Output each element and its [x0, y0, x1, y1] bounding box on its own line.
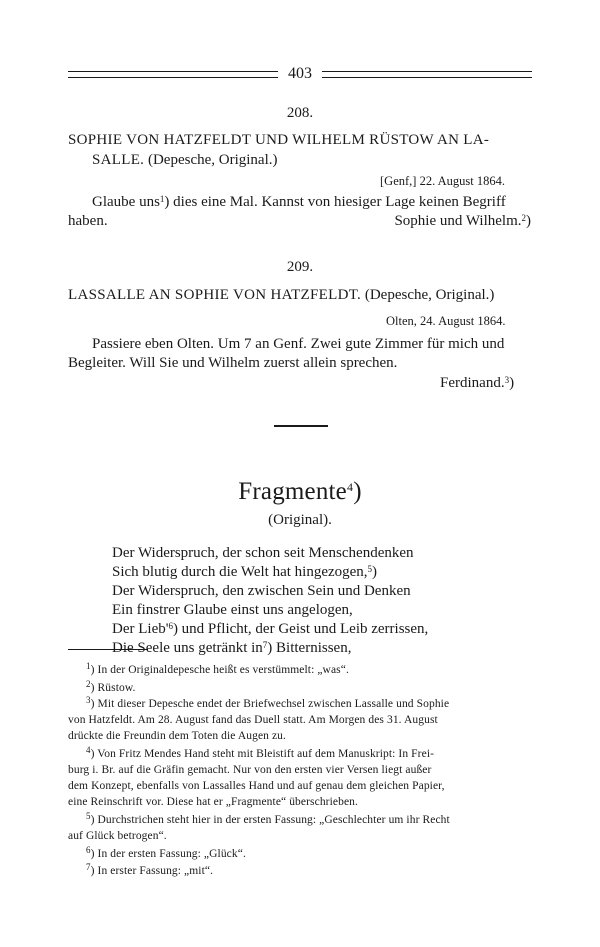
footnote-4-line2: burg i. Br. auf die Gräfin gemacht. Nur von den ersten vier Versen liegt außer	[68, 764, 432, 776]
letter-208-body-end: haben.	[68, 213, 108, 229]
footnote-5-text: ) Durchstrichen steht hier in der ersten Fassung: „Geschlechter um ihr Recht	[90, 814, 450, 826]
footnote-ref-7: 7	[262, 640, 268, 650]
letter-208-signature	[394, 212, 531, 231]
footnote-5-line2: auf Glück betrogen“.	[68, 830, 167, 842]
footnote-2-mark: 2	[86, 679, 91, 689]
footnote-7-mark: 7	[86, 862, 91, 872]
letter-208-body-text-a: Glaube uns	[92, 194, 160, 210]
footnote-3-line2: von Hatzfeldt. Am 28. August fand das Duell statt. Am Morgen des 31. August	[68, 714, 438, 726]
footnote-7-text: ) In erster Fassung: „mit“.	[90, 865, 214, 877]
letter-208-body-text-b: ) dies eine Mal. Kannst von hiesiger Lage keinen Begriff	[164, 194, 506, 210]
footnote-6-mark: 6	[86, 845, 91, 855]
fragmente-title-text: Fragmente	[238, 478, 347, 505]
footnote-ref-1: 1	[159, 194, 165, 204]
letter-209-body-line2: Begleiter. Will Sie und Wilhelm zuerst allein sprechen.	[68, 355, 398, 371]
fragmente-title-tail: )	[353, 478, 362, 505]
footnote-6-text: ) In der ersten Fassung: „Glück“.	[90, 848, 246, 860]
verse-line-2-text: Sich blutig durch die Welt hat hingezogen,	[112, 564, 368, 580]
header-rule-right	[322, 71, 532, 78]
verse-line-3	[112, 582, 411, 601]
fragmente-subtitle: (Original).	[268, 512, 332, 528]
letter-208-dateline: [Genf,] 22. August 1864.	[380, 174, 505, 188]
footnote-4-mark: 4	[86, 745, 91, 755]
footnote-rule	[68, 649, 148, 650]
letter-209-heading-parties: LASSALLE AN SOPHIE VON HATZFELDT.	[68, 287, 362, 303]
letter-208-heading-line2	[92, 151, 278, 170]
page-number: 403	[288, 65, 312, 82]
footnote-1-text: ) In der Originaldepesche heißt es verstümmelt: „was“.	[90, 664, 349, 676]
verse-line-2-tail: )	[372, 564, 378, 580]
footnote-1	[86, 662, 349, 678]
letter-208-heading-recipient: SALLE.	[92, 152, 145, 168]
footnote-3-mark: 3	[86, 695, 91, 705]
letter-208-body-line1	[92, 193, 506, 212]
running-header	[68, 64, 532, 84]
footnote-1-mark: 1	[86, 661, 91, 671]
footnote-ref-5: 5	[367, 564, 373, 574]
letter-208-number: 208.	[286, 105, 314, 121]
verse-line-6-text: Die Seele uns getränkt in	[112, 640, 263, 656]
section-divider	[274, 425, 328, 427]
verse-line-1-text: Der Widerspruch, der schon seit Menschendenken	[112, 545, 414, 561]
footnote-4-text: ) Von Fritz Mendes Hand steht mit Bleistift auf dem Manuskript: In Frei-	[90, 748, 435, 760]
verse-line-4	[112, 601, 353, 620]
verse-line-6-tail: ) Bitternissen,	[267, 640, 352, 656]
letter-208-body-line2	[68, 212, 531, 231]
footnote-4-line4: eine Reinschrift vor. Diese hat er „Fragmente“ überschrieben.	[68, 796, 358, 808]
footnote-ref-4: 4	[346, 480, 354, 494]
letter-208-signature-text: Sophie und Wilhelm.	[394, 213, 522, 229]
footnote-3-text: ) Mit dieser Depesche endet der Briefwechsel zwischen Lassalle und Sophie	[90, 698, 450, 710]
letter-209-signature-tail: )	[509, 375, 515, 391]
verse-line-5-text: Der Lieb'	[112, 621, 169, 637]
verse-line-3-text: Der Widerspruch, den zwischen Sein und Denken	[112, 583, 411, 599]
footnote-7	[86, 863, 213, 879]
footnote-5-line1	[86, 812, 450, 828]
footnote-ref-6: 6	[168, 621, 173, 631]
header-rule-left	[68, 71, 278, 78]
verse-line-2	[112, 563, 377, 582]
letter-209-signature-text: Ferdinand.	[440, 375, 505, 391]
verse-line-5	[112, 620, 428, 639]
fragmente-title	[0, 478, 600, 506]
verse-line-5-tail: ) und Pflicht, der Geist und Leib zerrissen,	[172, 621, 429, 637]
letter-209-signature	[440, 374, 514, 393]
footnote-3-line1	[86, 696, 449, 712]
verse-line-1	[112, 544, 414, 563]
footnote-ref-3: 3	[504, 375, 510, 385]
letter-208-signature-tail: )	[526, 213, 531, 229]
letter-209-heading-note: (Depesche, Original.)	[361, 287, 495, 303]
footnote-ref-2: 2	[521, 213, 526, 223]
footnote-3-line3: drückte die Freundin dem Toten die Augen zu.	[68, 730, 286, 742]
verse-line-4-text: Ein finstrer Glaube einst uns angelogen,	[112, 602, 353, 618]
footnote-2-text: ) Rüstow.	[90, 682, 136, 694]
footnote-4-line3: dem Konzept, ebenfalls von Lassalles Hand und auf genau dem gleichen Papier,	[68, 780, 445, 792]
letter-209-heading	[68, 286, 494, 305]
footnote-5-mark: 5	[86, 811, 91, 821]
letter-209-number: 209.	[286, 259, 314, 275]
letter-209-body-line1: Passiere eben Olten. Um 7 an Genf. Zwei gute Zimmer für mich und	[92, 336, 505, 352]
footnote-2	[86, 680, 136, 696]
letter-208-heading-note: (Depesche, Original.)	[144, 152, 278, 168]
letter-208-heading-line1: SOPHIE VON HATZFELDT UND WILHELM RÜSTOW AN LA-	[68, 132, 490, 148]
footnote-4-line1	[86, 746, 434, 762]
letter-209-dateline: Olten, 24. August 1864.	[386, 314, 506, 328]
footnote-6	[86, 846, 246, 862]
